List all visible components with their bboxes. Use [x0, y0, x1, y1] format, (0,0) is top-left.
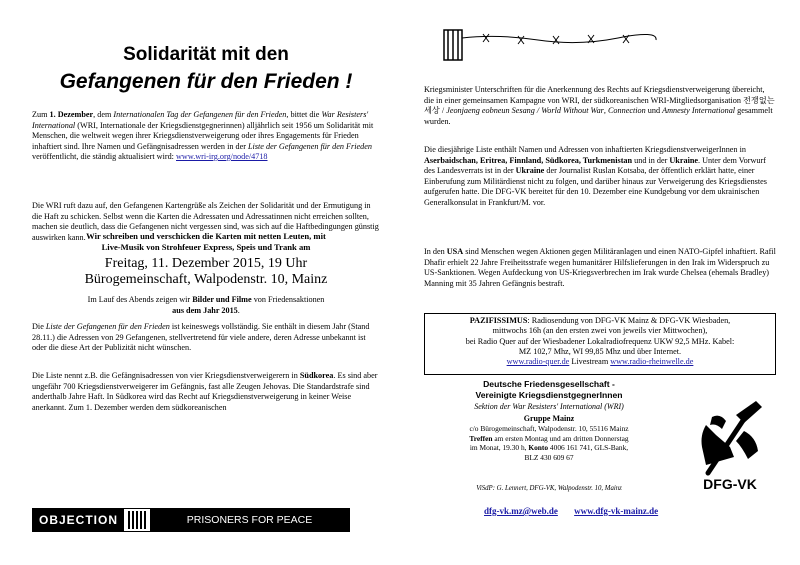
text: und — [645, 106, 663, 115]
logo-text: DFG-VK — [703, 476, 757, 492]
text: . — [237, 305, 240, 315]
text: Im Lauf des Abends zeigen wir — [87, 295, 193, 304]
title-line-2: Gefangenen für den Frieden ! — [59, 70, 353, 93]
text: Zum — [32, 110, 50, 119]
barbed-wire-icon — [438, 26, 658, 64]
text: sind Menschen wegen Aktionen gegen Militäranlagen und einen NATO-Gipfel inhaftiert. Rafil Dhafir erhielt 22 Jahre Freiheitsstrafe wegen humanitärer Hilfslieferungen in den Irak im Widerspruch zu US-Sanktionen. Wegen Aufdeckung von US-Kriegsverbrechen im Irak wurde Chelsea (ehemals Bradley) Manning mit 35 Jahren Gefängnis bestraft. — [424, 247, 776, 288]
text: BLZ 430 609 67 — [524, 452, 574, 462]
text: Amnesty International — [662, 106, 736, 115]
objection-banner — [32, 508, 350, 532]
text: am ersten Montag und am dritten Donnerstag — [492, 433, 629, 443]
banner-objection: OBJECTION — [33, 509, 124, 531]
text: Liste der Gefangenen für den Frieden — [248, 141, 372, 151]
films-paragraph — [32, 295, 380, 316]
text: veröffentlicht, die ständig aktualisiert wird: — [32, 152, 177, 161]
text: und in der — [632, 155, 670, 165]
text: Ukraine — [515, 166, 545, 175]
usa-paragraph — [424, 247, 776, 289]
text: aus dem Jahr 2015 — [172, 305, 238, 315]
text: 4006 161 741, GLS-Bank, — [548, 443, 629, 453]
text: Südkorea — [299, 371, 334, 380]
event-date: Freitag, 11. Dezember 2015, 19 Uhr — [104, 256, 308, 271]
text: Vereinigte KriegsdienstgegnerInnen — [475, 390, 623, 400]
text: Treffen — [469, 433, 493, 443]
text: Kriegsminister Unterschriften für die Anerkennung des Rechts auf Kriegsdienstverweigerung übereicht, die in einer gemeinsamen Kampagne von WRI, der südkoreanischen WRI-Mitgliedsorganisation 전쟁없는세상 / — [424, 85, 775, 115]
banner-prisoners: PRISONERS FOR PEACE — [150, 509, 349, 531]
text: von Friedensaktionen — [251, 295, 325, 304]
countries-paragraph — [424, 145, 776, 208]
text: . Unter dem Vorwurf des Landesverrats ist in der — [424, 155, 766, 175]
title-line-1: Solidarität mit den — [123, 44, 289, 65]
text: ist keineswegs vollständig. Sie enthält in diesem Jahr (Stand 28.11.) die Adressen von 29 Gefangenen, stellvertretend für viele andere, deren Adresse unbekannt ist oder die diese Art der Publizität nicht wünschen. — [32, 322, 370, 352]
call-paragraph: Die WRI ruft dazu auf, den Gefangenen Kartengrüße als Zeichen der Solidarität und der Ermutigung in die Haft zu schicken. Selbst wenn die Karten die Adressaten und Adressatinnen nicht erreichen sollten, machen sie deutlich, dass die Gefangenen nicht vergessen sind, was sich auf die Haftbedingungen günstig auswirken kann. — [32, 201, 379, 242]
invite-line-2: Live-Musik von Strohfeuer Express, Speis und Trank am — [101, 242, 311, 252]
event-location: Bürogemeinschaft, Walpodenstr. 10, Mainz — [84, 272, 328, 287]
wri-link[interactable]: www.wri-irg.org/node/4718 — [176, 152, 268, 161]
text: Liste der Gefangenen für den Frieden — [45, 322, 170, 331]
dfg-title — [424, 379, 674, 401]
dfg-group: Gruppe Mainz — [523, 414, 575, 423]
text: Bilder und Filme — [192, 295, 252, 304]
invite-line-1: Wir schreiben und verschicken die Karten mit netten Leuten, mit — [86, 231, 326, 241]
radio-info-box — [424, 313, 776, 375]
text: Livestream — [569, 357, 611, 367]
text: Internationalen Tag der Gefangenen für den Frieden — [113, 110, 287, 119]
text: , dem — [93, 110, 114, 119]
text: PAZIFISSIMUS — [469, 316, 528, 325]
text: Jeonjaeng eobneun Sesang / World Without War — [446, 106, 604, 115]
text: Konto — [528, 443, 549, 453]
text: Die Liste nennt z.B. die Gefängnisadressen von vier Kriegsdienstverweigerern in — [32, 371, 300, 380]
text: im Monat, 19.30 h, — [469, 443, 529, 453]
intro-paragraph — [32, 110, 380, 163]
text: bei Radio Quer auf der Wiesbadener Lokalradiofrequenz UKW 92,5 MHz. Kabel: — [465, 336, 735, 346]
dfg-vk-logo — [686, 395, 774, 495]
text: USA — [446, 247, 464, 256]
email-link[interactable]: dfg-vk.mz@web.de — [484, 506, 558, 516]
rheinwelle-link[interactable]: www.radio-rheinwelle.de — [610, 357, 694, 367]
korea-paragraph — [32, 371, 380, 413]
text: , — [603, 106, 608, 115]
text: Connection — [607, 106, 646, 115]
text: der Journalist Ruslan Kotsaba, der öffentlich erklärt hatte, einer Einberufung zum Militärdienst nicht zu folgen, und darüber hinaus zur Verweigerung des Kriegsdienstes aufgerufen hatte. Die DFG-VK bereitet für den 10. Dezember eine Kundgebung vor dem ukrainischen Generalkonsulat in Frankfurt/M. vor. — [424, 166, 767, 207]
korea-continued-paragraph — [424, 85, 776, 127]
text: , bittet die — [286, 110, 322, 119]
dfg-address — [424, 424, 674, 462]
text: Die — [32, 322, 46, 331]
text: Deutsche Friedensgesellschaft - — [483, 379, 615, 389]
text: gesammelt wurden. — [424, 106, 773, 126]
text: 1. Dezember — [49, 110, 94, 119]
text: . Es sind aber ungefähr 700 Kriegsdienstverweigerer im Gefängnis, fast alle Zeugen Jehovas. Die Standardstrafe sind anderthalb Jahre Haft. In Südkorea wird das Recht auf Kriegsdienstverweigerung in keiner Weise anerkannt. Zum 1. Dezember werden dem südkoreanischen — [32, 371, 378, 412]
text: In den — [424, 247, 447, 256]
text: mittwochs 16h (an den ersten zwei von jeweils vier Mittwochen), — [492, 326, 708, 336]
text: Ukraine — [669, 155, 699, 165]
text: Die diesjährige Liste enthält Namen und Adressen von inhaftierten KriegsdienstverweigerInnen in — [424, 145, 746, 154]
text: c/o Bürogemeinschaft, Walpodenstr. 10, 55116 Mainz — [469, 424, 629, 433]
text: MZ 102,7 Mhz, WI 99,85 Mhz und über Internet. — [518, 346, 682, 356]
text: War Resisters' International — [32, 110, 369, 130]
visdp: ViSdP: G. Lennert, DFG-VK, Walpodenstr. 10, Mainz — [476, 485, 622, 492]
dfg-subtitle: Sektion der War Resisters' International (WRI) — [474, 402, 624, 411]
text: : Radiosendung von DFG-VK Mainz & DFG-VK Wiesbaden, — [527, 316, 731, 325]
list-paragraph — [32, 322, 380, 354]
prison-bars-icon — [128, 511, 146, 529]
text: Aserbaidschan, Eritrea, Finnland, Südkorea, Turkmenistan — [424, 155, 633, 165]
text: (WRI, Internationale der Kriegsdienstgegnerinnen) alljährlich seit 1956 um Solidarität mit Menschen, die weltweit wegen ihrer Kriegsdienstverweigerung oder ihres Engagements für Frieden inhaftiert sind. Ihre Namen und Gefängnisadressen werden in der — [32, 120, 374, 151]
radio-quer-link[interactable]: www.radio-quer.de — [506, 357, 570, 367]
website-link[interactable]: www.dfg-vk-mainz.de — [574, 506, 659, 516]
contacts — [484, 506, 774, 516]
